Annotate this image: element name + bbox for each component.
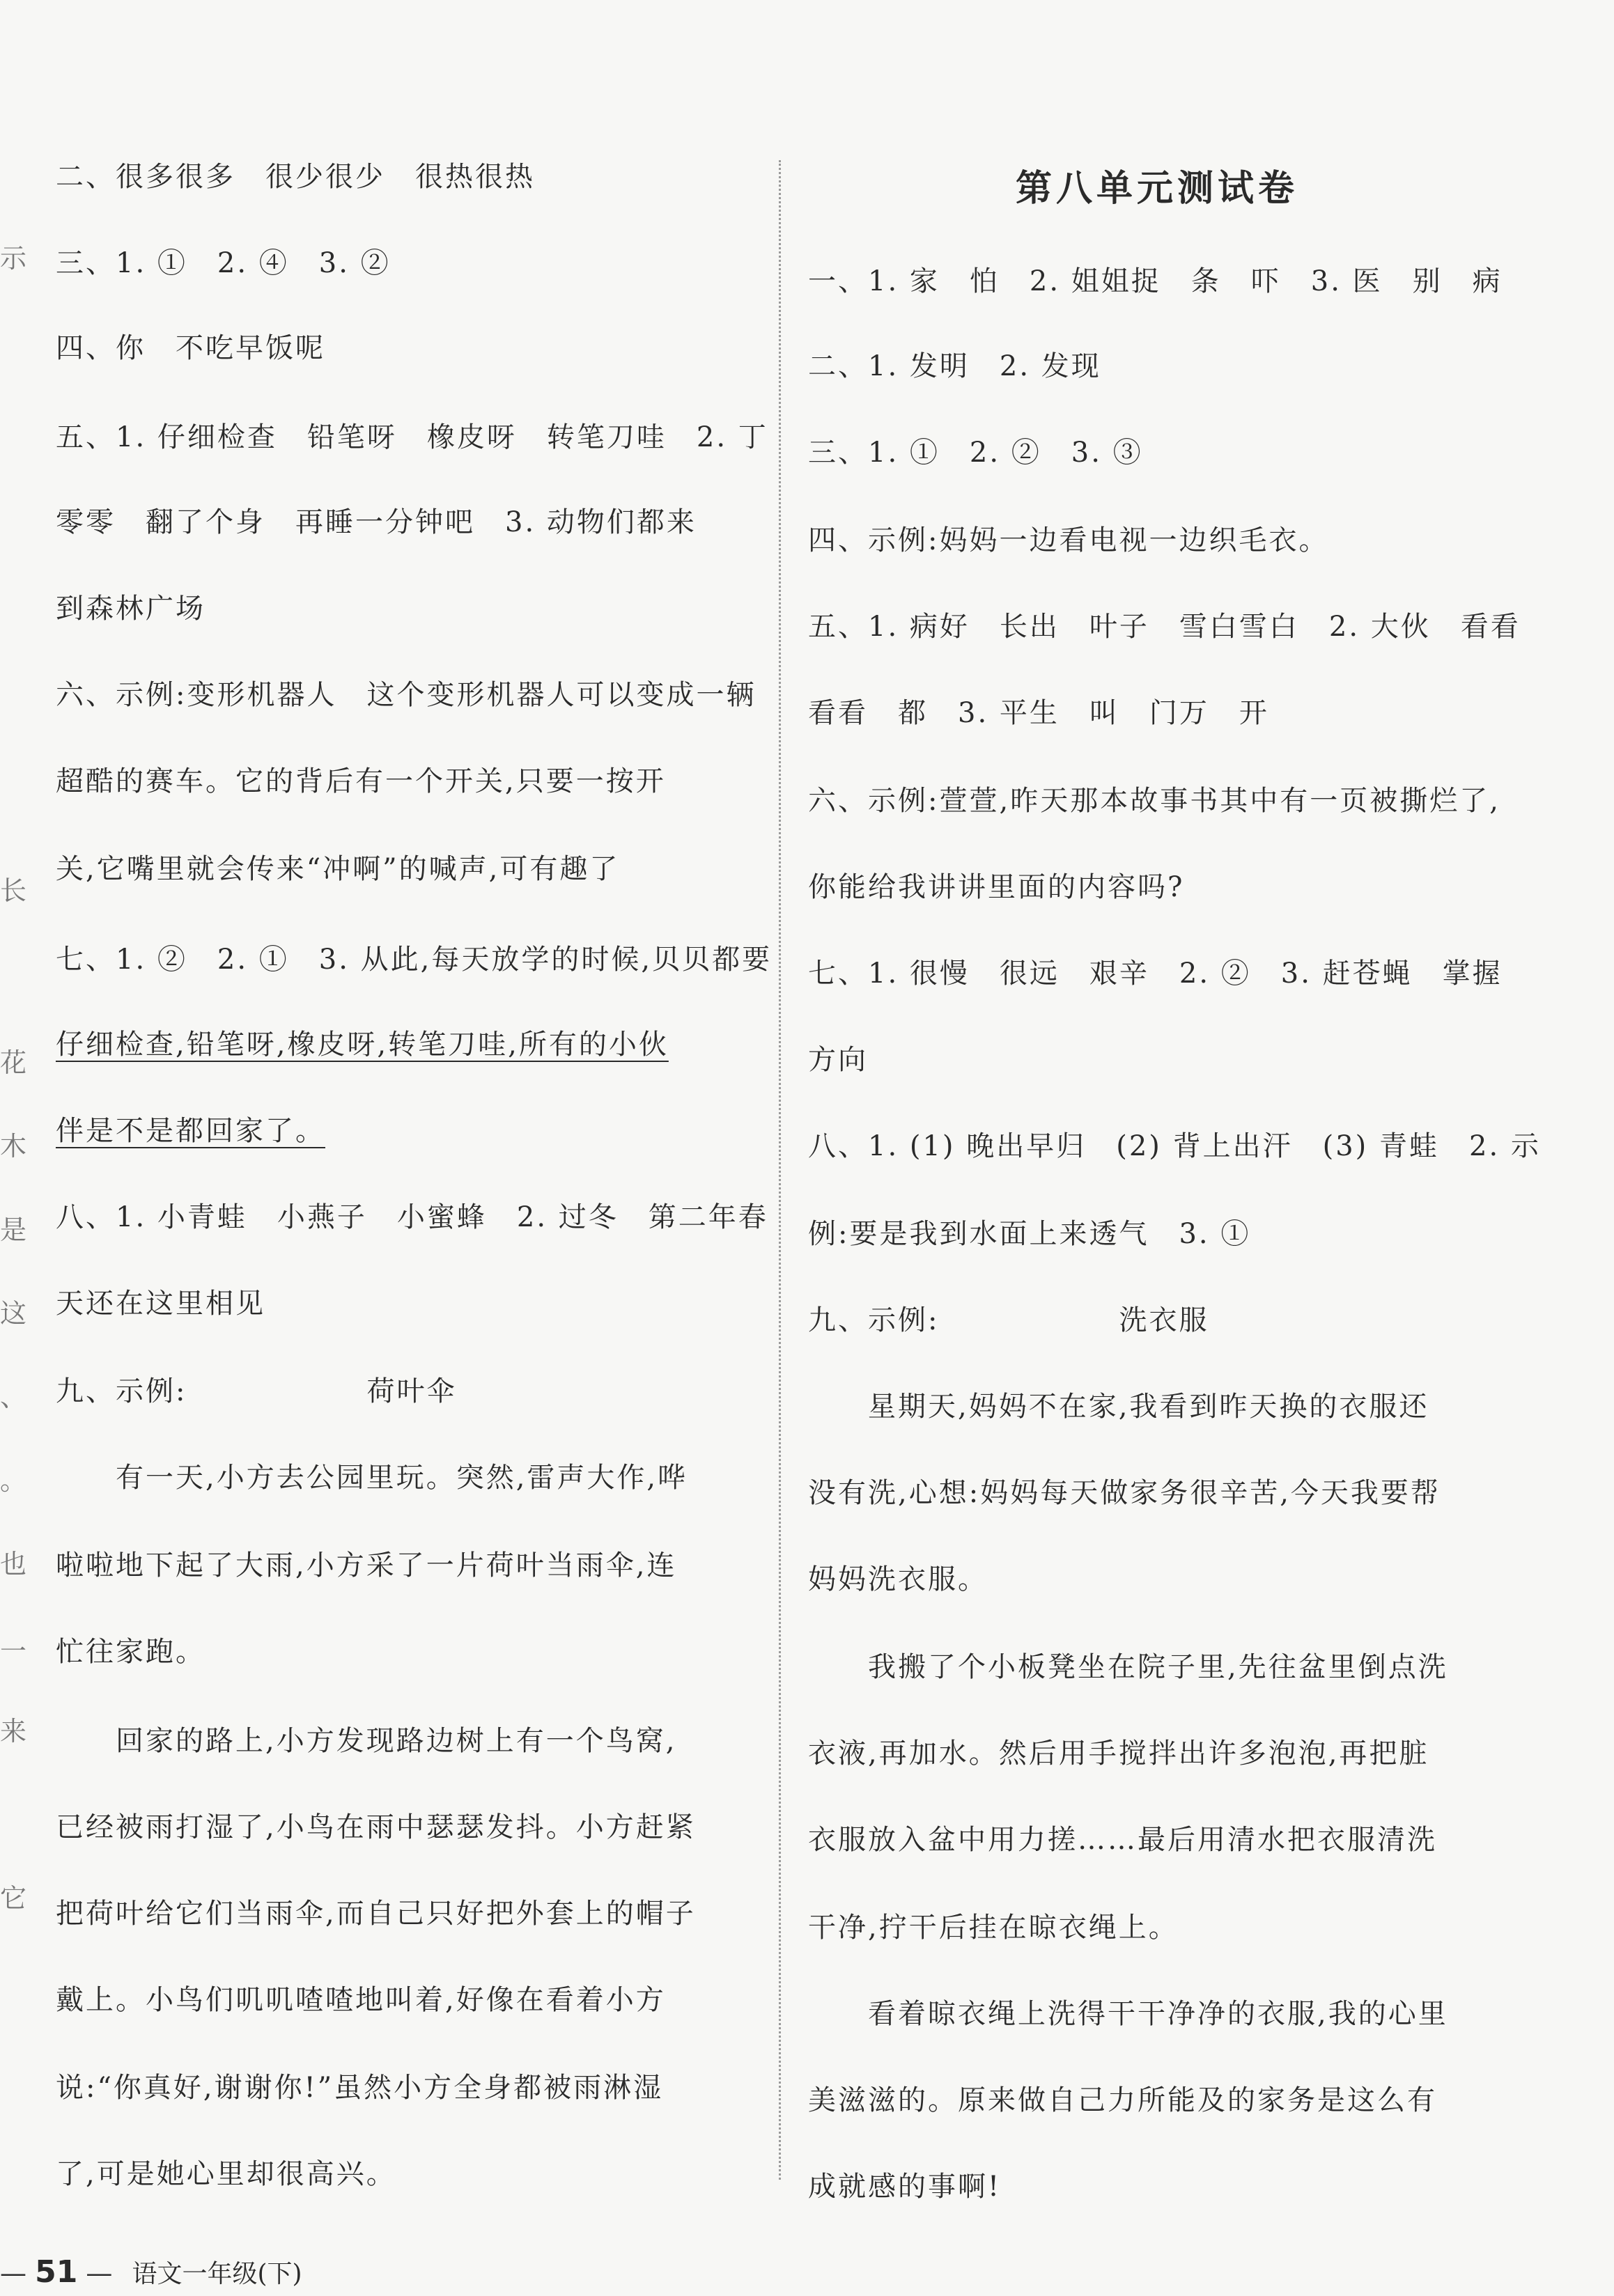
essay-line: 衣液,再加水。然后用手搅拌出许多泡泡,再把脏 — [808, 1737, 1429, 1770]
answer-line: 三、1. ① 2. ④ 3. ② — [56, 247, 391, 279]
section-title: 第八单元测试卷 — [1016, 168, 1299, 210]
essay-line: 啦啦地下起了大雨,小方采了一片荷叶当雨伞,连 — [56, 1549, 677, 1582]
answer-line: 二、很多很多 很少很少 很热很热 — [56, 161, 535, 193]
answer-line: 四、示例:妈妈一边看电视一边织毛衣。 — [808, 524, 1329, 556]
edge-char: 木 — [0, 1131, 27, 1162]
column-divider — [779, 160, 781, 2180]
essay-line: 忙往家跑。 — [56, 1636, 205, 1668]
essay-line: 了,可是她心里却很高兴。 — [56, 2158, 396, 2190]
answer-line: 你能给我讲讲里面的内容吗? — [808, 871, 1185, 903]
answer-line: 九、示例: 荷叶伞 — [56, 1375, 457, 1407]
page-footer — [0, 2255, 302, 2292]
essay-line: 我搬了个小板凳坐在院子里,先往盆里倒点洗 — [808, 1651, 1448, 1683]
answer-line: 二、1. 发明 2. 发现 — [808, 350, 1101, 382]
edge-char: 、 — [0, 1382, 27, 1412]
essay-line: 成就感的事啊! — [808, 2171, 1002, 2203]
essay-line: 星期天,妈妈不在家,我看到昨天换的衣服还 — [808, 1391, 1429, 1423]
answer-line: 七、1. 很慢 很远 艰辛 2. ② 3. 赶苍蝇 掌握 — [808, 958, 1503, 990]
answer-line: 方向 — [808, 1044, 868, 1076]
answer-line: 例:要是我到水面上来透气 3. ① — [808, 1218, 1251, 1250]
edge-char: 它 — [0, 1883, 27, 1914]
essay-line: 看着晾衣绳上洗得干干净净的衣服,我的心里 — [808, 1998, 1448, 2030]
essay-line: 戴上。小鸟们叽叽喳喳地叫着,好像在看着小方 — [56, 1984, 666, 2016]
answer-line: 六、示例:萱萱,昨天那本故事书其中有一页被撕烂了, — [808, 785, 1500, 817]
answer-line: 四、你 不吃早饭呢 — [56, 332, 325, 364]
edge-char: 一 — [0, 1636, 27, 1666]
underlined-answer-line: 仔细检查,铅笔呀,橡皮呀,转笔刀哇,所有的小伙 — [56, 1029, 669, 1061]
underlined-answer-line: 伴是不是都回家了。 — [56, 1115, 325, 1147]
edge-char: 来 — [0, 1716, 27, 1747]
answer-line: 五、1. 仔细检查 铅笔呀 橡皮呀 转笔刀哇 2. 丁 — [56, 421, 768, 453]
page-number: 51 — [35, 2254, 78, 2290]
edge-char: 这 — [0, 1298, 27, 1329]
essay-line: 干净,拧干后挂在晾衣绳上。 — [808, 1912, 1179, 1944]
answer-line: 零零 翻了个身 再睡一分钟吧 3. 动物们都来 — [56, 506, 697, 538]
answer-line: 关,它嘴里就会传来“冲啊”的喊声,可有趣了 — [56, 853, 620, 885]
answer-line: 七、1. ② 2. ① 3. 从此,每天放学的时候,贝贝都要 — [56, 944, 773, 976]
edge-char: 花 — [0, 1047, 27, 1078]
answer-line: 看看 都 3. 平生 叫 门万 开 — [808, 697, 1269, 729]
essay-line: 美滋滋的。原来做自己力所能及的家务是这么有 — [808, 2084, 1437, 2116]
answer-line: 八、1. 小青蛙 小燕子 小蜜蜂 2. 过冬 第二年春 — [56, 1201, 768, 1233]
edge-char: 也 — [0, 1549, 27, 1579]
essay-line: 把荷叶给它们当雨伞,而自己只好把外套上的帽子 — [56, 1898, 696, 1930]
answer-line: 九、示例: 洗衣服 — [808, 1304, 1209, 1336]
answer-line: 超酷的赛车。它的背后有一个开关,只要一按开 — [56, 765, 666, 797]
answer-line: 天还在这里相见 — [56, 1288, 265, 1320]
edge-char: 示 — [0, 243, 27, 274]
subject-grade-label: 语文一年级(下) — [132, 2260, 302, 2288]
edge-char: 是 — [0, 1215, 27, 1245]
answer-line: 八、1. (1) 晚出早归 (2) 背上出汗 (3) 青蛙 2. 示 — [808, 1130, 1541, 1162]
essay-line: 说:“你真好,谢谢你!”虽然小方全身都被雨淋湿 — [56, 2072, 664, 2104]
answer-line: 六、示例:变形机器人 这个变形机器人可以变成一辆 — [56, 679, 756, 711]
answer-line: 一、1. 家 怕 2. 姐姐捉 条 吓 3. 医 别 病 — [808, 265, 1503, 297]
footer-dash: — — [86, 2258, 113, 2288]
answer-line: 五、1. 病好 长出 叶子 雪白雪白 2. 大伙 看看 — [808, 611, 1521, 643]
essay-line: 回家的路上,小方发现路边树上有一个鸟窝, — [56, 1725, 677, 1757]
essay-line: 已经被雨打湿了,小鸟在雨中瑟瑟发抖。小方赶紧 — [56, 1811, 696, 1843]
edge-char: 。 — [0, 1465, 27, 1496]
edge-char: 长 — [0, 875, 27, 906]
answer-line: 三、1. ① 2. ② 3. ③ — [808, 437, 1143, 469]
essay-line: 没有洗,心想:妈妈每天做家务很辛苦,今天我要帮 — [808, 1477, 1441, 1509]
essay-line: 有一天,小方去公园里玩。突然,雷声大作,哗 — [56, 1462, 688, 1494]
essay-line: 衣服放入盆中用力搓……最后用清水把衣服清洗 — [808, 1824, 1437, 1856]
footer-dash: — — [0, 2258, 26, 2288]
essay-line: 妈妈洗衣服。 — [808, 1563, 988, 1595]
answer-line: 到森林广场 — [56, 593, 205, 625]
